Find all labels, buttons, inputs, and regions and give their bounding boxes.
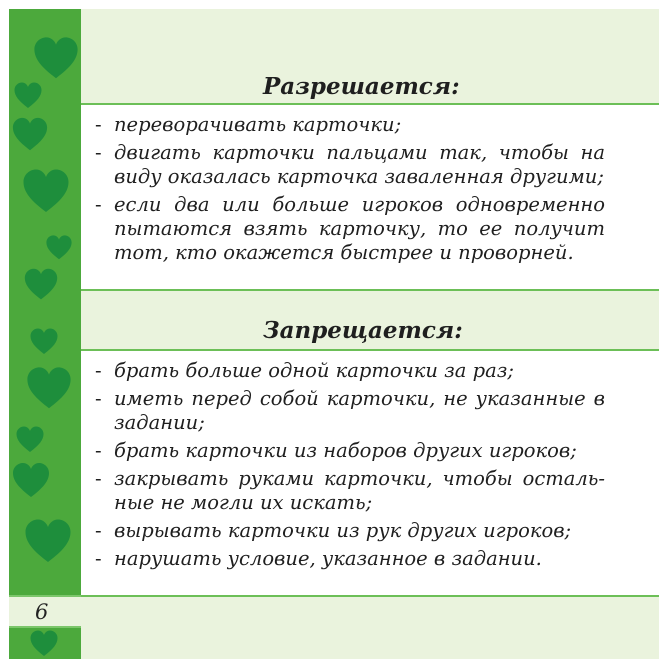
heart-icon <box>15 425 45 455</box>
heart-icon <box>13 81 43 111</box>
forbidden-list <box>95 359 605 575</box>
list-item: - закрывать руками карточки, чтобы осталь-ные не могли их искать; <box>95 467 605 515</box>
heart-icon <box>29 327 59 357</box>
list-item: - брать карточки из наборов других игроков; <box>95 439 605 463</box>
forbidden-heading: Запрещается: <box>263 317 463 344</box>
list-item: - вырывать карточки из рук других игроков; <box>95 519 605 543</box>
allowed-list <box>95 113 605 269</box>
heart-icon <box>29 629 59 659</box>
forbidden-panel <box>81 349 659 597</box>
decorative-heart-strip <box>9 9 81 659</box>
allowed-heading: Разрешается: <box>263 73 460 100</box>
book-page <box>9 9 659 659</box>
list-item: - переворачивать карточки; <box>95 113 605 137</box>
heart-icon <box>21 167 71 217</box>
heart-icon <box>11 116 49 154</box>
page-number-box <box>9 595 81 628</box>
list-item: - нарушать условие, указанное в задании. <box>95 547 605 571</box>
heart-icon <box>25 365 73 413</box>
heart-icon <box>23 267 59 303</box>
heart-icon <box>23 517 73 567</box>
list-item: - брать больше одной карточки за раз; <box>95 359 605 383</box>
heart-icon <box>11 461 51 501</box>
heart-icon <box>32 35 80 83</box>
list-item: - если два или больше игроков одновременно пытаются взять карточку, то ее получит тот, кто окажется быстрее и проворней. <box>95 193 605 265</box>
rules-content <box>81 9 659 659</box>
list-item: - иметь перед собой карточки, не указанные в задании; <box>95 387 605 435</box>
allowed-panel <box>81 103 659 291</box>
page-number: 6 <box>35 600 49 624</box>
heart-icon <box>45 234 73 262</box>
list-item: - двигать карточки пальцами так, чтобы на виду оказалась карточка заваленная другими; <box>95 141 605 189</box>
